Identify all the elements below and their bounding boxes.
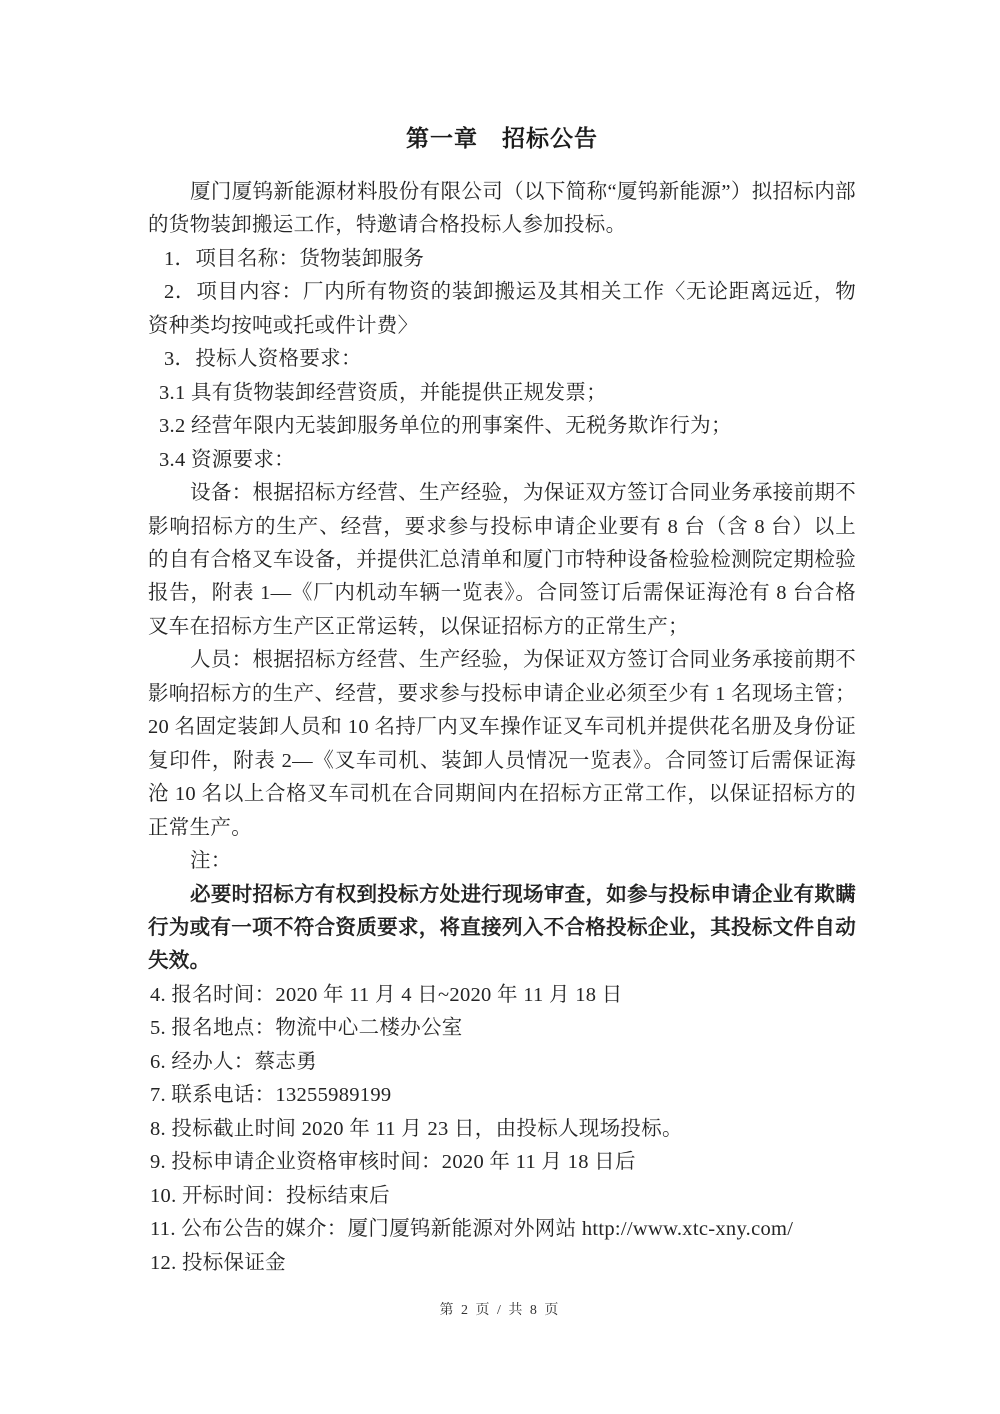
item-11-announcement-media: 11. 公布公告的媒介：厦门厦钨新能源对外网站 http://www.xtc-xny.com/	[150, 1218, 794, 1241]
equipment-requirement-paragraph: 设备：根据招标方经营、生产经验，为保证双方签订合同业务承接前期不影响招标方的生产、经营，要求参与投标申请企业要有 8 台（含 8 台）以上的自有合格叉车设备，并提供汇总清单和厦门市特种设备检验检测院定期检验报告，附表 1—《厂内机动车辆一览表》。合同签订后需保证海沧有 8 台合格叉车在招标方生产区正常运转，以保证招标方的正常生产；	[148, 482, 856, 638]
item-12-bid-deposit: 12. 投标保证金	[150, 1251, 286, 1274]
item-1-project-name: 1．项目名称：货物装卸服务	[164, 247, 425, 270]
page-number-footer: 第 2 页 / 共 8 页	[439, 1303, 561, 1318]
item-3-4-resource-requirement: 3.4 资源要求：	[159, 448, 295, 471]
personnel-requirement-paragraph: 人员：根据招标方经营、生产经验，为保证双方签订合同业务承接前期不影响招标方的生产、经营，要求参与投标申请企业必须至少有 1 名现场主管；20 名固定装卸人员和 10 名持厂内叉车操作证叉车司机并提供花名册及身份证复印件，附表 2—《叉车司机、装卸人员情况一览表》。合同签订后需保证海沧 10 名以上合格叉车司机在合同期间内在招标方正常工作，以保证招标方的正常生产。	[148, 649, 856, 839]
item-8-bid-deadline: 8. 投标截止时间 2020 年 11 月 23 日，由投标人现场投标。	[150, 1117, 683, 1140]
item-6-contact-person: 6. 经办人：蔡志勇	[150, 1050, 317, 1073]
item-5-registration-place: 5. 报名地点：物流中心二楼办公室	[150, 1017, 463, 1040]
item-4-registration-time: 4. 报名时间：2020 年 11 月 4 日~2020 年 11 月 18 日	[150, 983, 623, 1006]
item-3-2-no-criminal-record: 3.2 经营年限内无装卸服务单位的刑事案件、无税务欺诈行为；	[159, 415, 732, 438]
page-title: 第一章 招标公告	[406, 126, 598, 151]
document-content	[148, 122, 856, 1280]
item-10-bid-opening-time: 10. 开标时间：投标结束后	[150, 1184, 390, 1207]
note-warning-paragraph: 必要时招标方有权到投标方处进行现场审查，如参与投标申请企业有欺瞒行为或有一项不符合资质要求，将直接列入不合格投标企业，其投标文件自动失效。	[148, 883, 856, 973]
note-label: 注：	[190, 850, 232, 873]
item-3-bidder-qualification: 3．投标人资格要求：	[164, 348, 362, 371]
intro-paragraph: 厦门厦钨新能源材料股份有限公司（以下简称“厦钨新能源”）拟招标内部的货物装卸搬运工作，特邀请合格投标人参加投标。	[148, 181, 856, 237]
item-9-qualification-review-time: 9. 投标申请企业资格审核时间：2020 年 11 月 18 日后	[150, 1151, 636, 1174]
item-2-project-content: 2．项目内容：厂内所有物资的装卸搬运及其相关工作〈无论距离远近，物资种类均按吨或托或件计费〉	[148, 281, 856, 337]
item-7-contact-phone: 7. 联系电话：13255989199	[150, 1084, 392, 1107]
item-3-1-qualification: 3.1 具有货物装卸经营资质，并能提供正规发票；	[159, 381, 607, 404]
